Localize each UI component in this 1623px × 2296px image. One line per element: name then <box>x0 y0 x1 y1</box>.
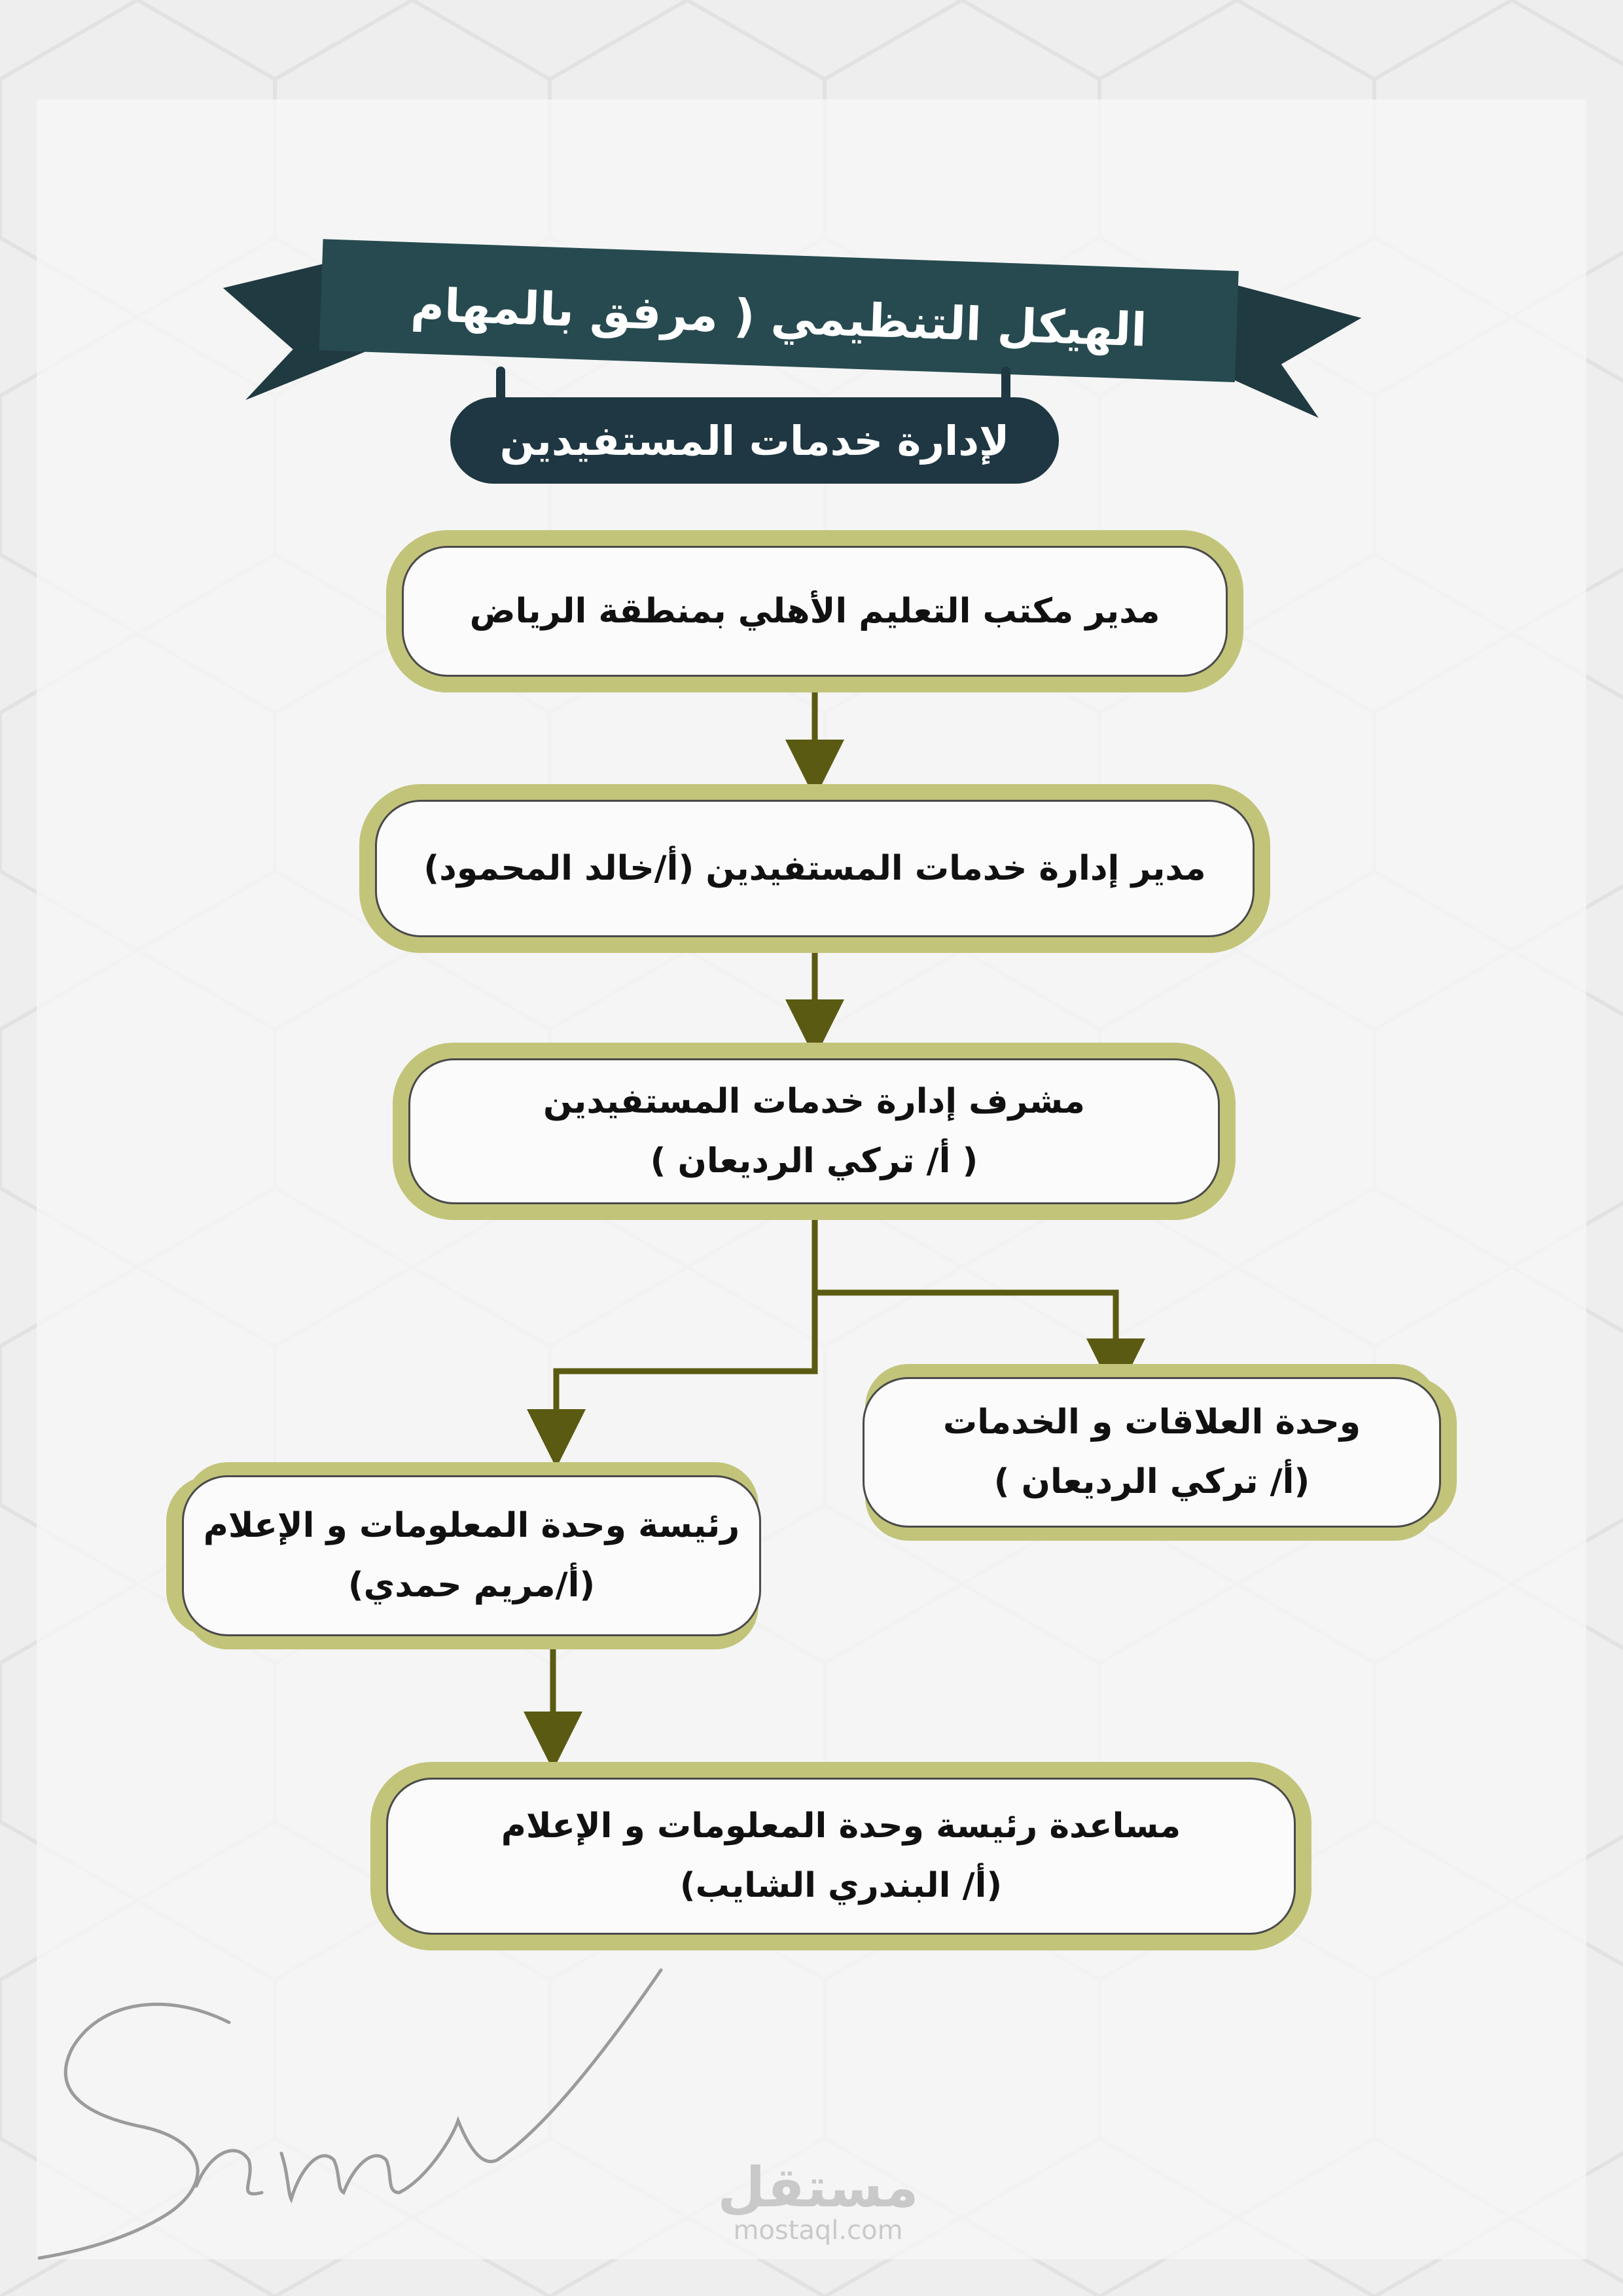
node-dept-director <box>375 800 1255 937</box>
watermark-logo <box>707 2155 929 2246</box>
node-supervisor <box>408 1058 1220 1204</box>
node-relations-unit <box>863 1377 1441 1528</box>
node-label: وحدة العلاقات و الخدمات <box>943 1403 1361 1442</box>
node-label: مدير إدارة خدمات المستفيدين (أ/خالد المحمود) <box>423 848 1206 888</box>
chart-title: الهيكل التنظيمي ( مرفق بالمهام <box>410 278 1148 357</box>
node-label: مشرف إدارة خدمات المستفيدين <box>543 1081 1085 1121</box>
node-info-unit-assistant <box>386 1778 1296 1935</box>
node-label: مساعدة رئيسة وحدة المعلومات و الإعلام <box>501 1806 1181 1846</box>
watermark-arabic: مستقل <box>717 2155 919 2219</box>
chart-subtitle: لإدارة خدمات المستفيدين <box>450 397 1059 484</box>
node-sublabel: (أ/مريم حمدي) <box>348 1566 596 1605</box>
node-sublabel: (أ/ تركي الرديعان ) <box>993 1462 1310 1501</box>
node-office-director <box>402 546 1228 677</box>
node-label: رئيسة وحدة المعلومات و الإعلام <box>203 1506 740 1545</box>
node-sublabel: ( أ/ تركي الرديعان ) <box>650 1141 978 1181</box>
node-label: مدير مكتب التعليم الأهلي بمنطقة الرياض <box>469 591 1160 631</box>
watermark-latin: mostaql.com <box>733 2215 903 2246</box>
node-info-unit-head <box>182 1475 761 1636</box>
node-sublabel: (أ/ البندري الشايب) <box>679 1866 1003 1905</box>
